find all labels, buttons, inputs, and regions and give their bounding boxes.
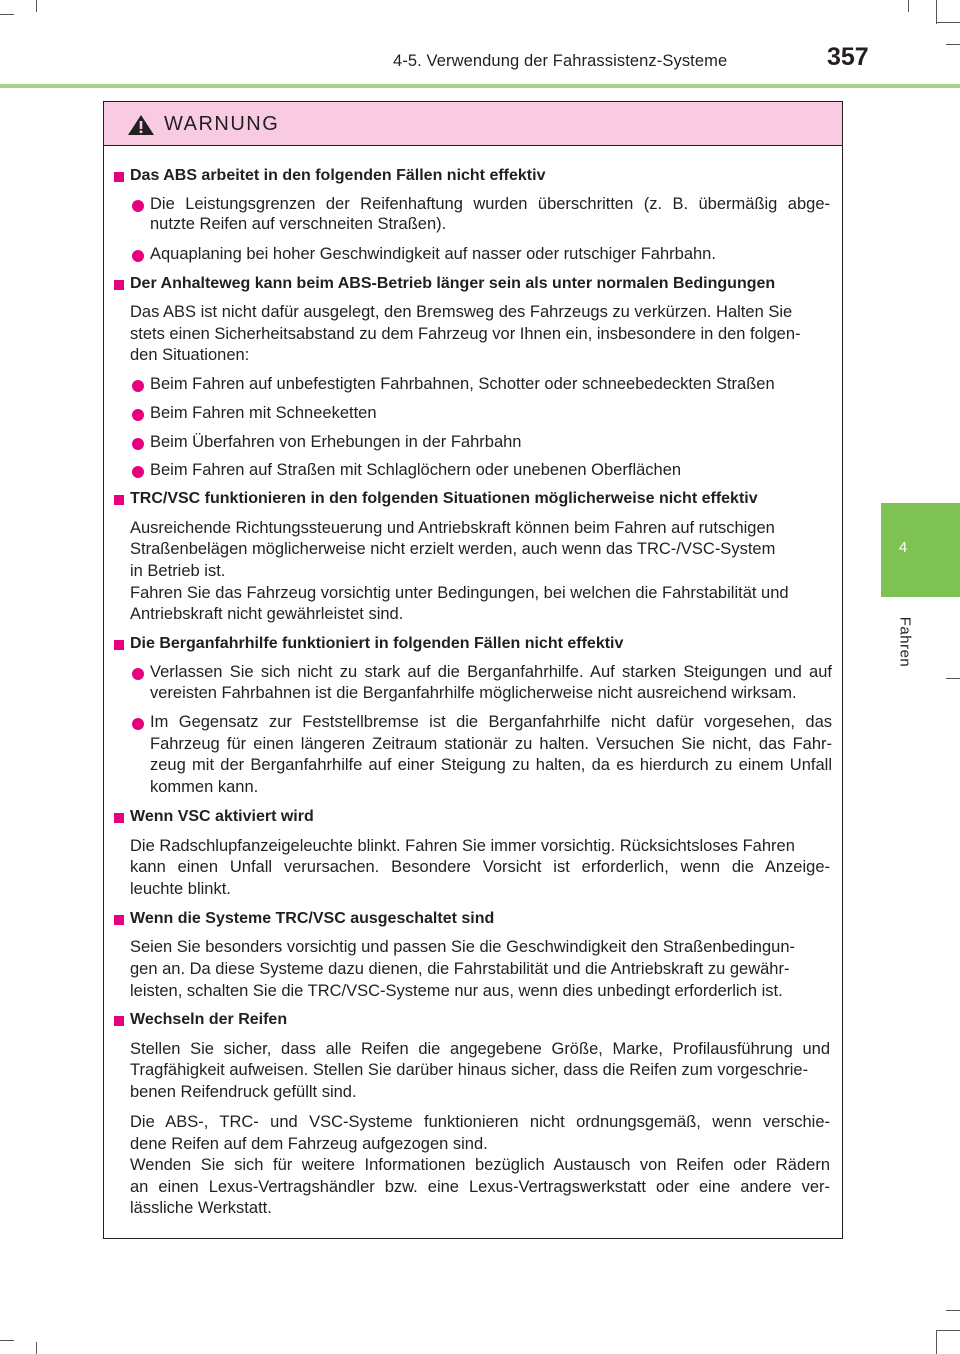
section-bullet bbox=[114, 172, 124, 182]
crop-mark bbox=[908, 0, 909, 12]
paragraph-line: Die Radschlupfanzeigeleuchte blinkt. Fahren Sie immer vorsichtig. Rücksichtsloses Fahren bbox=[130, 837, 795, 855]
list-bullet bbox=[132, 718, 144, 730]
warning-title: WARNUNG bbox=[164, 113, 280, 135]
warning-box bbox=[103, 101, 843, 1239]
chapter-number: 4 bbox=[898, 539, 908, 556]
crop-mark bbox=[936, 22, 960, 23]
section-bullet bbox=[114, 495, 124, 505]
paragraph-line: Wenden Sie sich für weitere Informationen bezüglich Austausch von Reifen oder Rädern bbox=[130, 1156, 830, 1174]
list-item-text: Fahrzeug für einen längeren Zeitraum stationär zu halten. Versuchen Sie nicht, das Fahr- bbox=[150, 735, 832, 753]
paragraph-line: in Betrieb ist. bbox=[130, 562, 226, 580]
crop-mark bbox=[36, 1342, 37, 1354]
paragraph-line: Antriebskraft nicht gewährleistet sind. bbox=[130, 605, 404, 623]
section-bullet bbox=[114, 640, 124, 650]
section-heading: Der Anhalteweg kann beim ABS-Betrieb länger sein als unter normalen Bedingungen bbox=[130, 275, 776, 292]
list-item-text: kommen kann. bbox=[150, 778, 259, 796]
warning-header bbox=[104, 102, 842, 146]
list-item-text: Im Gegensatz zur Feststellbremse ist die Berganfahrhilfe nicht dafür vorgesehen, das bbox=[150, 713, 832, 731]
section-bullet bbox=[114, 1016, 124, 1026]
section-title: 4-5. Verwendung der Fahrassistenz-Systeme bbox=[393, 52, 728, 70]
crop-mark bbox=[936, 0, 937, 24]
paragraph-line: an einen Lexus-Vertragshändler bzw. eine Lexus-Vertragswerkstatt oder eine andere ver- bbox=[130, 1178, 830, 1196]
paragraph-line: Fahren Sie das Fahrzeug vorsichtig unter Bedingungen, bei welchen die Fahrstabilität und bbox=[130, 584, 789, 602]
chapter-tab[interactable] bbox=[881, 503, 960, 597]
paragraph-line: gen an. Da diese Systeme dazu dienen, die Fahrstabilität und die Antriebskraft zu gewähr- bbox=[130, 960, 790, 978]
page-number: 357 bbox=[827, 43, 869, 71]
paragraph-line: Stellen Sie sicher, dass alle Reifen die angegebene Größe, Marke, Profilausführung und bbox=[130, 1040, 830, 1058]
paragraph-line: Tragfähigkeit aufweisen. Stellen Sie darüber hinaus sicher, dass die Reifen zum vorgeschrie- bbox=[130, 1061, 809, 1079]
paragraph-line: Ausreichende Richtungssteuerung und Antriebskraft können beim Fahren auf rutschigen bbox=[130, 519, 775, 537]
paragraph-line: kann einen Unfall verursachen. Besondere Vorsicht ist erforderlich, wenn die Anzeige- bbox=[130, 858, 830, 876]
paragraph-line: benen Reifendruck gefüllt sind. bbox=[130, 1083, 357, 1101]
list-item-text: Aquaplaning bei hoher Geschwindigkeit auf nasser oder rutschiger Fahrbahn. bbox=[150, 245, 716, 263]
list-bullet bbox=[132, 250, 144, 262]
list-item-text: Beim Fahren auf unbefestigten Fahrbahnen, Schotter oder schneebedeckten Straßen bbox=[150, 375, 775, 393]
paragraph-line: stets einen Sicherheitsabstand zu dem Fahrzeug vor Ihnen ein, insbesondere in den folgen- bbox=[130, 325, 801, 343]
section-heading: Wechseln der Reifen bbox=[130, 1011, 288, 1028]
list-item-text: Beim Fahren auf Straßen mit Schlaglöchern oder unebenen Oberflächen bbox=[150, 461, 682, 479]
paragraph-line: leuchte blinkt. bbox=[130, 880, 231, 898]
list-bullet bbox=[132, 438, 144, 450]
list-item-text: Die Leistungsgrenzen der Reifenhaftung wurden überschritten (z. B. übermäßig abge- bbox=[150, 195, 830, 213]
crop-mark bbox=[946, 1310, 960, 1311]
paragraph-line: lässliche Werkstatt. bbox=[130, 1199, 272, 1217]
section-bullet bbox=[114, 915, 124, 925]
list-bullet bbox=[132, 200, 144, 212]
chapter-label bbox=[895, 612, 915, 672]
section-heading: Die Berganfahrhilfe funktioniert in folgenden Fällen nicht effektiv bbox=[130, 635, 624, 652]
crop-mark bbox=[946, 44, 960, 45]
list-bullet bbox=[132, 466, 144, 478]
header-rule bbox=[0, 84, 960, 88]
section-bullet bbox=[114, 813, 124, 823]
paragraph-line: Straßenbelägen möglicherweise nicht erzielt werden, auch wenn das TRC-/VSC-System bbox=[130, 540, 776, 558]
list-item-text: Beim Fahren mit Schneeketten bbox=[150, 404, 377, 422]
crop-mark bbox=[36, 0, 37, 12]
paragraph-line: leisten, schalten Sie die TRC/VSC-Systeme nur aus, wenn dies unbedingt erforderlich ist. bbox=[130, 982, 783, 1000]
section-heading: Wenn die Systeme TRC/VSC ausgeschaltet sind bbox=[130, 910, 495, 927]
section-heading: Wenn VSC aktiviert wird bbox=[130, 808, 314, 825]
paragraph-line: Das ABS ist nicht dafür ausgelegt, den Bremsweg des Fahrzeugs zu verkürzen. Halten Sie bbox=[130, 303, 793, 321]
list-bullet bbox=[132, 380, 144, 392]
crop-mark bbox=[946, 678, 960, 679]
list-bullet bbox=[132, 668, 144, 680]
list-item-text: Verlassen Sie sich nicht zu stark auf die Berganfahrhilfe. Auf starken Steigungen und auf bbox=[150, 663, 832, 681]
crop-mark bbox=[936, 1330, 960, 1331]
paragraph-line: Seien Sie besonders vorsichtig und passen Sie die Geschwindigkeit den Straßenbedingun- bbox=[130, 938, 795, 956]
paragraph-line: dene Reifen auf dem Fahrzeug aufgezogen sind. bbox=[130, 1135, 488, 1153]
list-item-text: zeug mit der Berganfahrhilfe auf einer Steigung zu halten, da es hierdurch zu einem Unfall bbox=[150, 756, 832, 774]
paragraph-line: Die ABS-, TRC- und VSC-Systeme funktionieren nicht ordnungsgemäß, wenn verschie- bbox=[130, 1113, 830, 1131]
crop-mark bbox=[936, 1330, 937, 1354]
paragraph-line: den Situationen: bbox=[130, 346, 250, 364]
list-bullet bbox=[132, 409, 144, 421]
list-item-text: Beim Überfahren von Erhebungen in der Fahrbahn bbox=[150, 433, 522, 451]
section-bullet bbox=[114, 280, 124, 290]
list-item-text: nutzte Reifen auf verschneiten Straßen). bbox=[150, 215, 447, 233]
section-heading: TRC/VSC funktionieren in den folgenden Situationen möglicherweise nicht effektiv bbox=[130, 490, 758, 507]
crop-mark bbox=[0, 1340, 14, 1341]
section-heading: Das ABS arbeitet in den folgenden Fällen nicht effektiv bbox=[130, 167, 546, 184]
crop-mark bbox=[0, 14, 14, 15]
warning-triangle-icon bbox=[127, 114, 155, 136]
chapter-label-text: Fahren bbox=[896, 616, 914, 668]
list-item-text: vereisten Fahrbahnen ist die Berganfahrhilfe möglicherweise nicht ausreichend wirksam. bbox=[150, 684, 797, 702]
